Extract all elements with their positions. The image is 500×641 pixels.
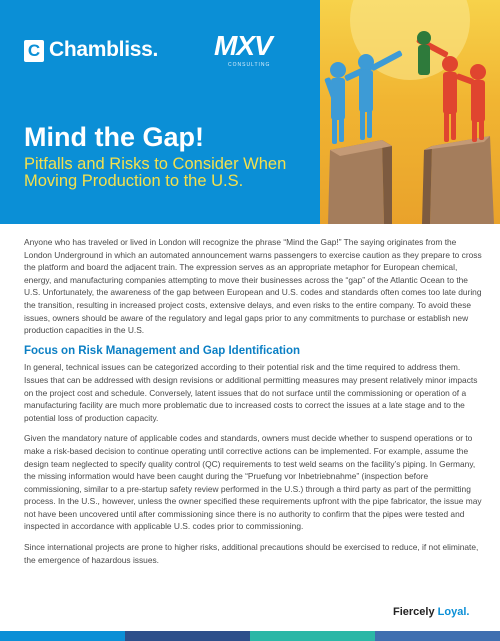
footer-tagline bbox=[393, 606, 469, 618]
body-paragraph-3: Since international projects are prone to higher risks, additional precautions should be exercised to reduce, if not eliminate, the emergence of hazardous issues. bbox=[24, 542, 479, 565]
hero-banner bbox=[0, 0, 500, 224]
footer-tagline-word1: Fiercely bbox=[393, 606, 435, 618]
paper-people-gap-illustration bbox=[320, 0, 500, 224]
footer-color-stripes bbox=[0, 631, 500, 641]
chambliss-logo-icon: C bbox=[24, 40, 44, 62]
mxv-logo-tagline: CONSULTING bbox=[228, 62, 271, 68]
stripe-4 bbox=[375, 631, 500, 641]
hero-photo bbox=[320, 0, 500, 224]
hero-blue-panel bbox=[0, 0, 320, 224]
body-paragraph-1: In general, technical issues can be categorized according to their potential risk and the time required to address them. Issues that can be addressed with design revisions or additional permitting measures may present relatively minor impacts on the project cost and schedule. Conversely, latent issues that do not surface until the commissioning or operation of a manufacturing facility are much more problematic due to increased costs to correct the issues at a late stage and to the potential loss of production capacity. bbox=[24, 362, 478, 423]
page-title: Mind the Gap! bbox=[24, 122, 204, 152]
stripe-3 bbox=[250, 631, 375, 641]
page-subtitle: Pitfalls and Risks to Consider When Moving Production to the U.S. bbox=[24, 155, 287, 190]
stripe-1 bbox=[0, 631, 125, 641]
intro-paragraph: Anyone who has traveled or lived in London will recognize the phrase “Mind the Gap!” The saying originates from the London Underground in which an automated announcement warns passengers to exercise caution as they prepare to cross the platform and board the adjacent train. The expression serves as an appropriate metaphor for European chemical, energy, and manufacturing companies attempting to move their businesses across the “gap” of the Atlantic Ocean to the U.S. Unfortunately, the awareness of the gap between European and U.S. codes and standards often comes too late during the transition, resulting in increased project costs, extensive delays, and even risks to the entire company. To avoid these issues, owners should be aware of the regulatory and legal gaps prior to any commitments to purchase or establish new production capacities in the U.S. bbox=[24, 237, 482, 336]
footer-tagline-word2: Loyal. bbox=[437, 606, 470, 618]
stripe-2 bbox=[125, 631, 250, 641]
body-paragraph-2: Given the mandatory nature of applicable codes and standards, owners must decide whether to suspend operations or to make a risk-based decision to continue operating until corrective actions can be implemented. For example, assume the design team neglected to specify quality control (QC) requirements to test weld seams on the facility’s piping. In Germany, the missing information would have been caught during the “Pruefung vor Inbetriebnahme” (inspection before commissioning, similar to a pre-startup safety review performed in the U.S.) through a third party as part of the permitting process. In the U.S., however, unless the owner specified these requirements upfront with the pipe fabricator, the issue may not have been uncovered until after commissioning since there is no authority to confirm that the pipes were tested and inspected in accordance with applicable U.S. codes prior to commissioning. bbox=[24, 433, 482, 532]
section-heading: Focus on Risk Management and Gap Identification bbox=[24, 344, 301, 357]
chambliss-logo-text: Chambliss. bbox=[49, 38, 159, 61]
mxv-logo: MXV bbox=[214, 30, 272, 61]
article-body bbox=[24, 236, 484, 574]
